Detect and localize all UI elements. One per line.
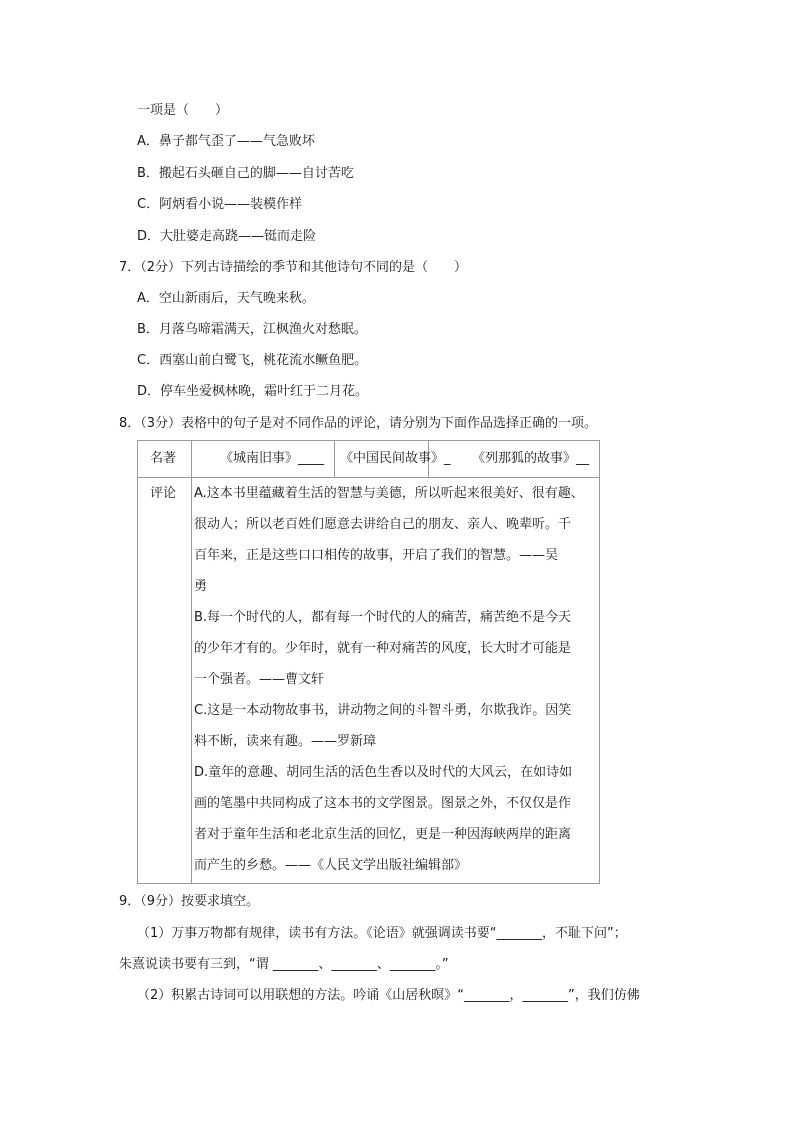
q9-line-1: （1）万事万物都有规律，读书有方法。《论语》就强调读书要“_______，不耻下问”； — [137, 926, 627, 941]
comment-line: 而产生的乡愁。——《人民文学出版社编辑部》 — [194, 858, 468, 873]
q9-line-2: 朱熹说读书要有三到，“谓 _______、_______、_______。” — [119, 957, 449, 972]
q7-stem: 7．（2分）下列古诗描绘的季节和其他诗句不同的是（ ） — [119, 260, 468, 275]
table-divider — [138, 477, 599, 478]
comment-line: 勇 — [194, 579, 208, 594]
q6-option-a: A．鼻子都气歪了——气急败坏 — [137, 134, 315, 149]
q8-table — [137, 440, 600, 884]
comment-line: 一个强者。——曹文轩 — [194, 672, 325, 687]
q7-option-b: B．月落乌啼霜满天，江枫渔火对愁眠。 — [137, 322, 367, 337]
table-work-3: 《列那狐的故事》__ — [472, 451, 590, 466]
comment-line: 画的笔墨中共同构成了这本书的文学图景。图景之外，不仅仅是作 — [194, 796, 572, 811]
q9-line-3: （2）积累古诗词可以用联想的方法。吟诵《山居秋暝》“_______，_______”，我们仿佛 — [137, 988, 640, 1003]
table-comment-label: 评论 — [150, 486, 177, 501]
comment-line: 百年来，正是这些口口相传的故事，开启了我们的智慧。——吴 — [194, 548, 559, 563]
q8-stem: 8．（3分）表格中的句子是对不同作品的评论，请分别为下面作品选择正确的一项。 — [119, 416, 598, 431]
q7-option-d: D．停车坐爱枫林晚，霜叶红于二月花。 — [137, 384, 369, 399]
table-divider — [334, 441, 335, 477]
table-work-1: 《城南旧事》____ — [220, 451, 325, 466]
table-divider — [191, 441, 192, 883]
q6-option-d: D．大肚婆走高跷——铤而走险 — [137, 229, 317, 244]
comment-line: B.每一个时代的人，都有每一个时代的人的痛苦，痛苦绝不是今天 — [194, 610, 572, 625]
comment-line: 者对于童年生活和老北京生活的回忆，更是一种因海峡两岸的距离 — [194, 827, 572, 842]
comment-line: C.这是一本动物故事书，讲动物之间的斗智斗勇，尔欺我诈。因笑 — [194, 703, 572, 718]
q6-option-b: B．搬起石头砸自己的脚——自讨苦吃 — [137, 166, 354, 181]
comment-line: 料不断，读来有趣。——罗新璋 — [194, 734, 377, 749]
comment-line: A.这本书里蕴藏着生活的智慧与美德，所以听起来很美好、很有趣、 — [194, 486, 584, 501]
q9-stem: 9．（9分）按要求填空。 — [119, 894, 260, 909]
q7-option-c: C．西塞山前白鹭飞，桃花流水鳜鱼肥。 — [137, 353, 368, 368]
q7-option-a: A．空山新雨后，天气晚来秋。 — [137, 291, 315, 306]
q6-stem-end: 一项是（ ） — [137, 103, 229, 118]
comment-line: D.童年的意趣、胡同生活的活色生香以及时代的大风云，在如诗如 — [194, 765, 573, 780]
comment-line: 很动人；所以老百姓们愿意去讲给自己的朋友、亲人、晚辈听。千 — [194, 517, 572, 532]
table-work-2: 《中国民间故事》_ — [340, 451, 451, 466]
q6-option-c: C．阿炳看小说——装模作样 — [137, 197, 303, 212]
table-header-label: 名著 — [150, 451, 177, 466]
comment-line: 的少年才有的。少年时，就有一种对痛苦的风度，长大时才可能是 — [194, 641, 572, 656]
